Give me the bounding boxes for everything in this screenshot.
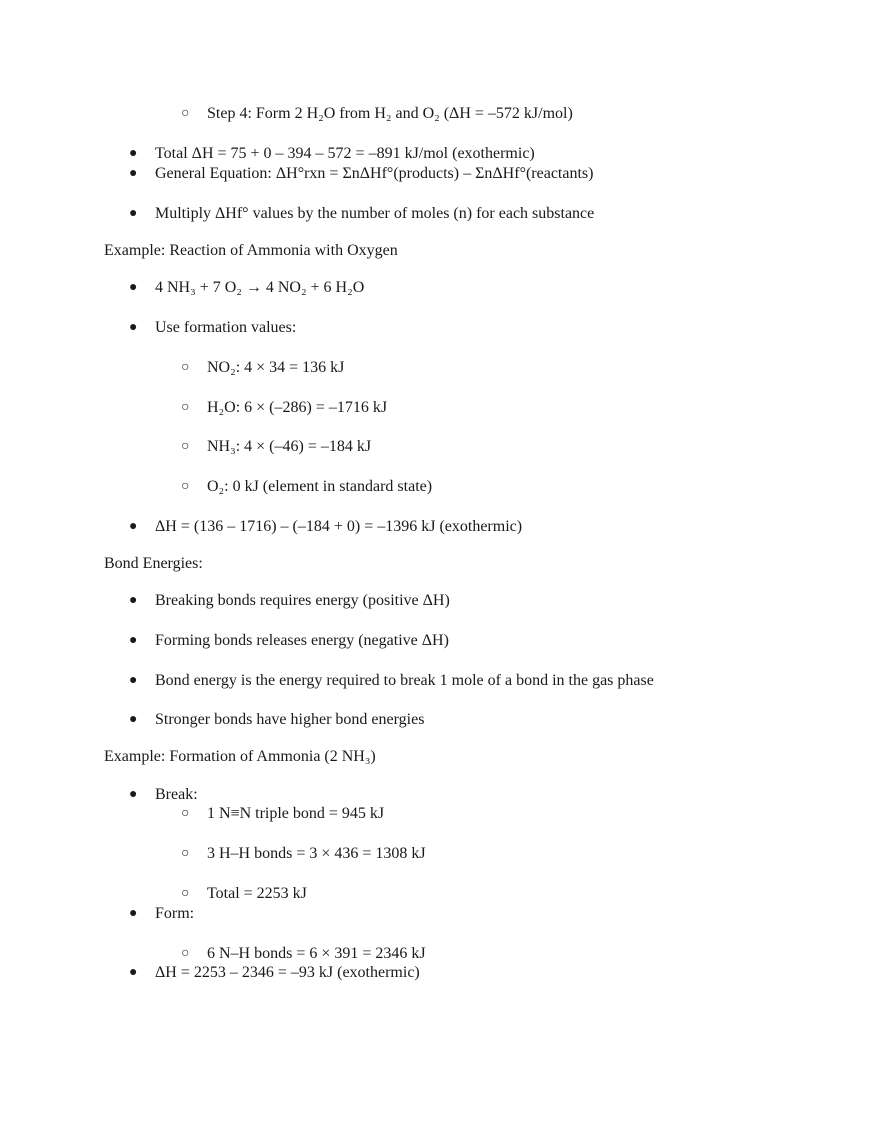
nh-bonds-line: 6 N–H bonds = 6 × 391 = 2346 kJ [207, 945, 426, 962]
section-heading-ammonia-oxygen: Example: Reaction of Ammonia with Oxygen [104, 242, 398, 259]
bullet: ● [129, 633, 138, 648]
final-dh-line: ΔH = 2253 – 2346 = –93 kJ (exothermic) [155, 964, 420, 981]
total-dh-line: Total ΔH = 75 + 0 – 394 – 572 = –891 kJ/mol (exothermic) [155, 145, 535, 162]
circle-bullet: ○ [181, 360, 190, 375]
section-heading-ammonia-formation: Example: Formation of Ammonia (2 NH₃) [104, 748, 376, 765]
step-4-line: Step 4: Form 2 H₂O from H₂ and O₂ (ΔH = –572 kJ/mol) [207, 105, 573, 122]
o2-value-line: O₂: 0 kJ (element in standard state) [207, 478, 433, 495]
circle-bullet: ○ [181, 886, 190, 901]
h2o-value-line: H₂O: 6 × (–286) = –1716 kJ [207, 399, 388, 416]
bullet: ● [129, 206, 138, 221]
bullet: ● [129, 965, 138, 980]
bond-energy-definition-line: Bond energy is the energy required to break 1 mole of a bond in the gas phase [155, 672, 654, 689]
no2-value-line: NO₂: 4 × 34 = 136 kJ [207, 359, 345, 376]
circle-bullet: ○ [181, 400, 190, 415]
bullet: ● [129, 166, 138, 181]
circle-bullet: ○ [181, 106, 190, 121]
bullet: ● [129, 593, 138, 608]
bullet: ● [129, 712, 138, 727]
circle-bullet: ○ [181, 806, 190, 821]
stronger-bonds-line: Stronger bonds have higher bond energies [155, 711, 425, 728]
bullet: ● [129, 673, 138, 688]
dh-result-line: ΔH = (136 – 1716) – (–184 + 0) = –1396 kJ (exothermic) [155, 518, 523, 535]
circle-bullet: ○ [181, 946, 190, 961]
break-total-line: Total = 2253 kJ [207, 885, 307, 902]
bullet: ● [129, 146, 138, 161]
bullet: ● [129, 519, 138, 534]
bullet: ● [129, 320, 138, 335]
circle-bullet: ○ [181, 439, 190, 454]
form-label: Form: [155, 905, 195, 922]
forming-bonds-line: Forming bonds releases energy (negative ΔH) [155, 632, 449, 649]
reaction-equation-line: 4 NH₃ + 7 O₂ → 4 NO₂ + 6 H₂O [155, 279, 365, 296]
bullet: ● [129, 787, 138, 802]
bullet: ● [129, 906, 138, 921]
multiply-line: Multiply ΔHf° values by the number of moles (n) for each substance [155, 205, 595, 222]
hh-bonds-line: 3 H–H bonds = 3 × 436 = 1308 kJ [207, 845, 426, 862]
general-equation-line: General Equation: ΔH°rxn = ΣnΔHf°(products) – ΣnΔHf°(reactants) [155, 165, 594, 182]
section-heading-bond-energies: Bond Energies: [104, 555, 203, 572]
breaking-bonds-line: Breaking bonds requires energy (positive ΔH) [155, 592, 450, 609]
nh3-value-line: NH₃: 4 × (–46) = –184 kJ [207, 438, 372, 455]
break-label: Break: [155, 786, 198, 803]
circle-bullet: ○ [181, 479, 190, 494]
bullet: ● [129, 280, 138, 295]
triple-bond-line: 1 N≡N triple bond = 945 kJ [207, 805, 385, 822]
formation-values-line: Use formation values: [155, 319, 297, 336]
circle-bullet: ○ [181, 846, 190, 861]
